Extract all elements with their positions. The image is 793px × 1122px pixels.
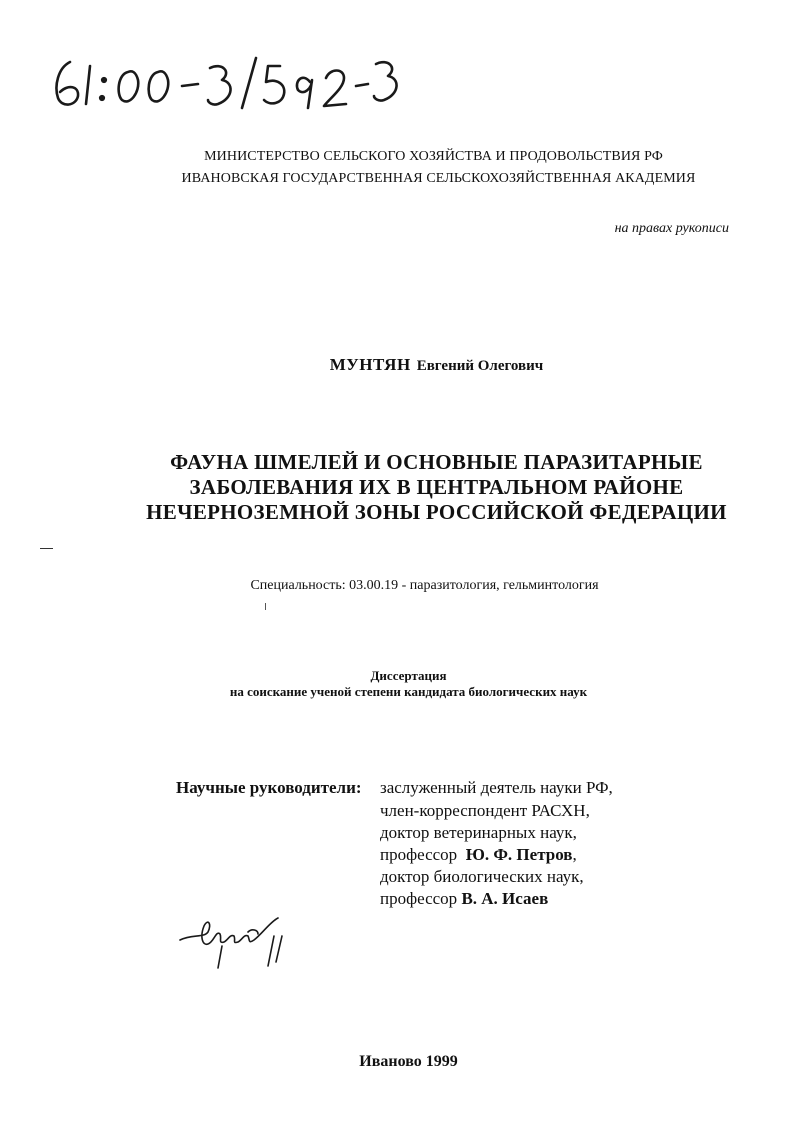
author-signature [178,912,298,972]
specialty-line: Специальность: 03.00.19 - паразитология, гельминтология [250,578,599,593]
dissertation-subtitle: на соискание ученой степени кандидата биологических наук [229,684,588,699]
title-line-2: ЗАБОЛЕВАНИЯ ИХ В ЦЕНТРАЛЬНОМ РАЙОНЕ [189,475,684,499]
handwritten-archive-code [46,42,406,112]
supervisor-2-name-line [380,889,548,909]
author-surname: МУНТЯН [329,355,411,374]
scan-tick-mark [265,603,266,610]
supervisors-label: Научные руководители: [176,778,362,797]
author-given-names: Евгений Олегович [416,358,544,374]
supervisor-1-comma: , [572,845,577,864]
supervisor-2-title: доктор биологических наук, [380,867,584,886]
ministry-name: МИНИСТЕРСТВО СЕЛЬСКОГО ХОЗЯЙСТВА И ПРОДОВОЛЬСТВИЯ РФ [204,149,663,164]
supervisor-1-name: Ю. Ф. Петров [465,845,573,864]
supervisor-1-rank: профессор [380,845,466,864]
supervisor-1-title-3: доктор ветеринарных наук, [380,823,577,842]
supervisor-1-name-line [380,845,577,865]
supervisor-2-rank: профессор [380,889,462,908]
author-name [40,355,793,375]
margin-dash-mark [40,548,53,549]
dissertation-label: Диссертация [370,668,447,683]
title-line-1: ФАУНА ШМЕЛЕЙ И ОСНОВНЫЕ ПАРАЗИТАРНЫЕ [170,450,703,474]
manuscript-rights-note: на правах рукописи [614,221,729,236]
supervisor-1-title-2: член-корреспондент РАСХН, [380,801,590,820]
supervisor-2-name: В. А. Исаев [461,889,549,908]
city-and-year: Иваново 1999 [359,1053,458,1070]
academy-name: ИВАНОВСКАЯ ГОСУДАРСТВЕННАЯ СЕЛЬСКОХОЗЯЙСТВЕННАЯ АКАДЕМИЯ [181,171,696,186]
title-line-3: НЕЧЕРНОЗЕМНОЙ ЗОНЫ РОССИЙСКОЙ ФЕДЕРАЦИИ [146,500,727,524]
supervisor-1-title-1: заслуженный деятель науки РФ, [380,778,613,797]
